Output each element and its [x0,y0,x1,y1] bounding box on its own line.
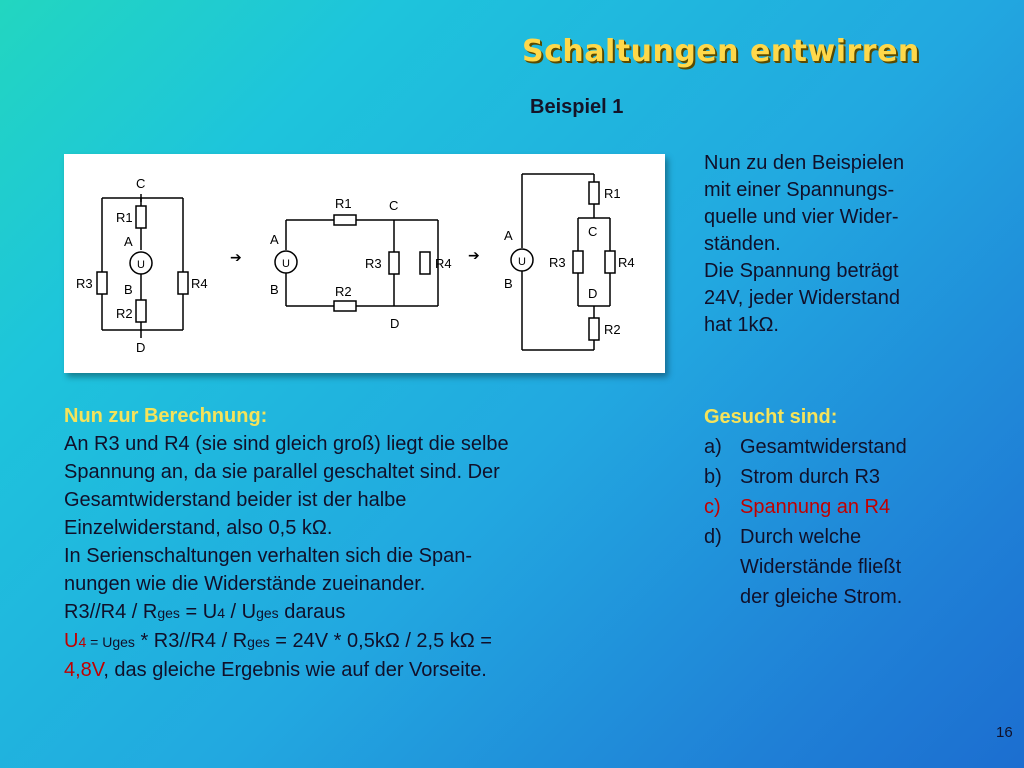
node-label: B [270,282,279,297]
circuit-2 [275,215,438,311]
node-label: C [389,198,399,213]
circuit-diagram-svg [64,154,665,373]
intro-line: mit einer Spannungs- [704,179,895,201]
arrow-icon: ➔ [468,247,480,263]
node-label: A [270,232,279,247]
resistor-label: R1 [604,186,621,201]
node-label: B [124,282,133,297]
intro-line: ständen. [704,233,781,255]
list-item: b) Strom durch R3 [704,466,881,488]
calc-line: Gesamtwiderstand beider ist der halbe [64,489,407,511]
resistor-label: R1 [116,210,133,225]
formula-line-2: U4 = Uges * R3//R4 / Rges = 24V * 0,5kΩ / 2,5 kΩ = [64,630,492,652]
resistor-r1 [136,206,146,228]
resistor-label: R1 [335,196,352,211]
resistor-label: R3 [549,255,566,270]
calculation-section [64,402,664,684]
list-item: a) Gesamtwiderstand [704,436,907,458]
resistor-label: R3 [76,276,93,291]
resistor-r4 [420,252,430,274]
arrow-icon: ➔ [230,249,242,265]
calculation-heading: Nun zur Berechnung: [64,405,268,427]
resistor-r1 [334,215,356,225]
resistor-label: R2 [335,284,352,299]
intro-line: quelle und vier Wider- [704,206,899,228]
resistor-r4 [178,272,188,294]
source-label: U [282,258,290,270]
node-label: D [390,316,400,331]
slide-subtitle: Beispiel 1 [530,96,624,118]
calc-line: Spannung an, da sie parallel geschaltet sind. Der [64,461,500,483]
calc-line: Einzelwiderstand, also 0,5 kΩ. [64,517,333,539]
resistor-label: R4 [435,256,452,271]
calc-line: In Serienschaltungen verhalten sich die Span- [64,545,473,567]
resistor-r1 [589,182,599,204]
resistor-r2 [589,318,599,340]
intro-line: 24V, jeder Widerstand [704,287,901,309]
sought-heading: Gesucht sind: [704,406,838,428]
intro-line: Nun zu den Beispielen [704,152,905,174]
resistor-r3 [573,251,583,273]
formula-line-1: R3//R4 / Rges = U4 / Uges daraus [64,601,346,623]
result-value: 4,8V [64,659,104,681]
resistor-r3 [97,272,107,294]
resistor-r2 [334,301,356,311]
list-item: d) Durch welche Widerstände fließt der gleiche Strom. [704,526,903,608]
resistor-label: R4 [618,255,635,270]
node-label: D [588,286,598,301]
slide-title: Schaltungen entwirren [522,34,920,69]
resistor-label: R2 [116,306,133,321]
intro-text [704,150,1004,339]
resistor-r2 [136,300,146,322]
sought-list [704,432,1004,612]
intro-line: hat 1kΩ. [704,314,779,336]
calc-line: nungen wie die Widerstände zueinander. [64,573,426,595]
node-label: A [504,228,513,243]
result-line: 4,8V, das gleiche Ergebnis wie auf der Vorseite. [64,659,487,681]
resistor-label: R4 [191,276,208,291]
node-label: D [136,340,146,355]
circuit-diagram [64,154,665,373]
list-item-highlighted: c) Spannung an R4 [704,496,891,518]
resistor-r4 [605,251,615,273]
source-label: U [518,256,526,268]
node-label: C [136,176,146,191]
resistor-label: R2 [604,322,621,337]
node-label: B [504,276,513,291]
page-number: 16 [996,724,1013,741]
intro-line: Die Spannung beträgt [704,260,899,282]
resistor-r3 [389,252,399,274]
calc-line: An R3 und R4 (sie sind gleich groß) liegt die selbe [64,433,509,455]
sought-section [704,402,1004,612]
node-label: C [588,224,598,239]
source-label: U [137,259,145,271]
resistor-label: R3 [365,256,382,271]
node-label: A [124,234,133,249]
